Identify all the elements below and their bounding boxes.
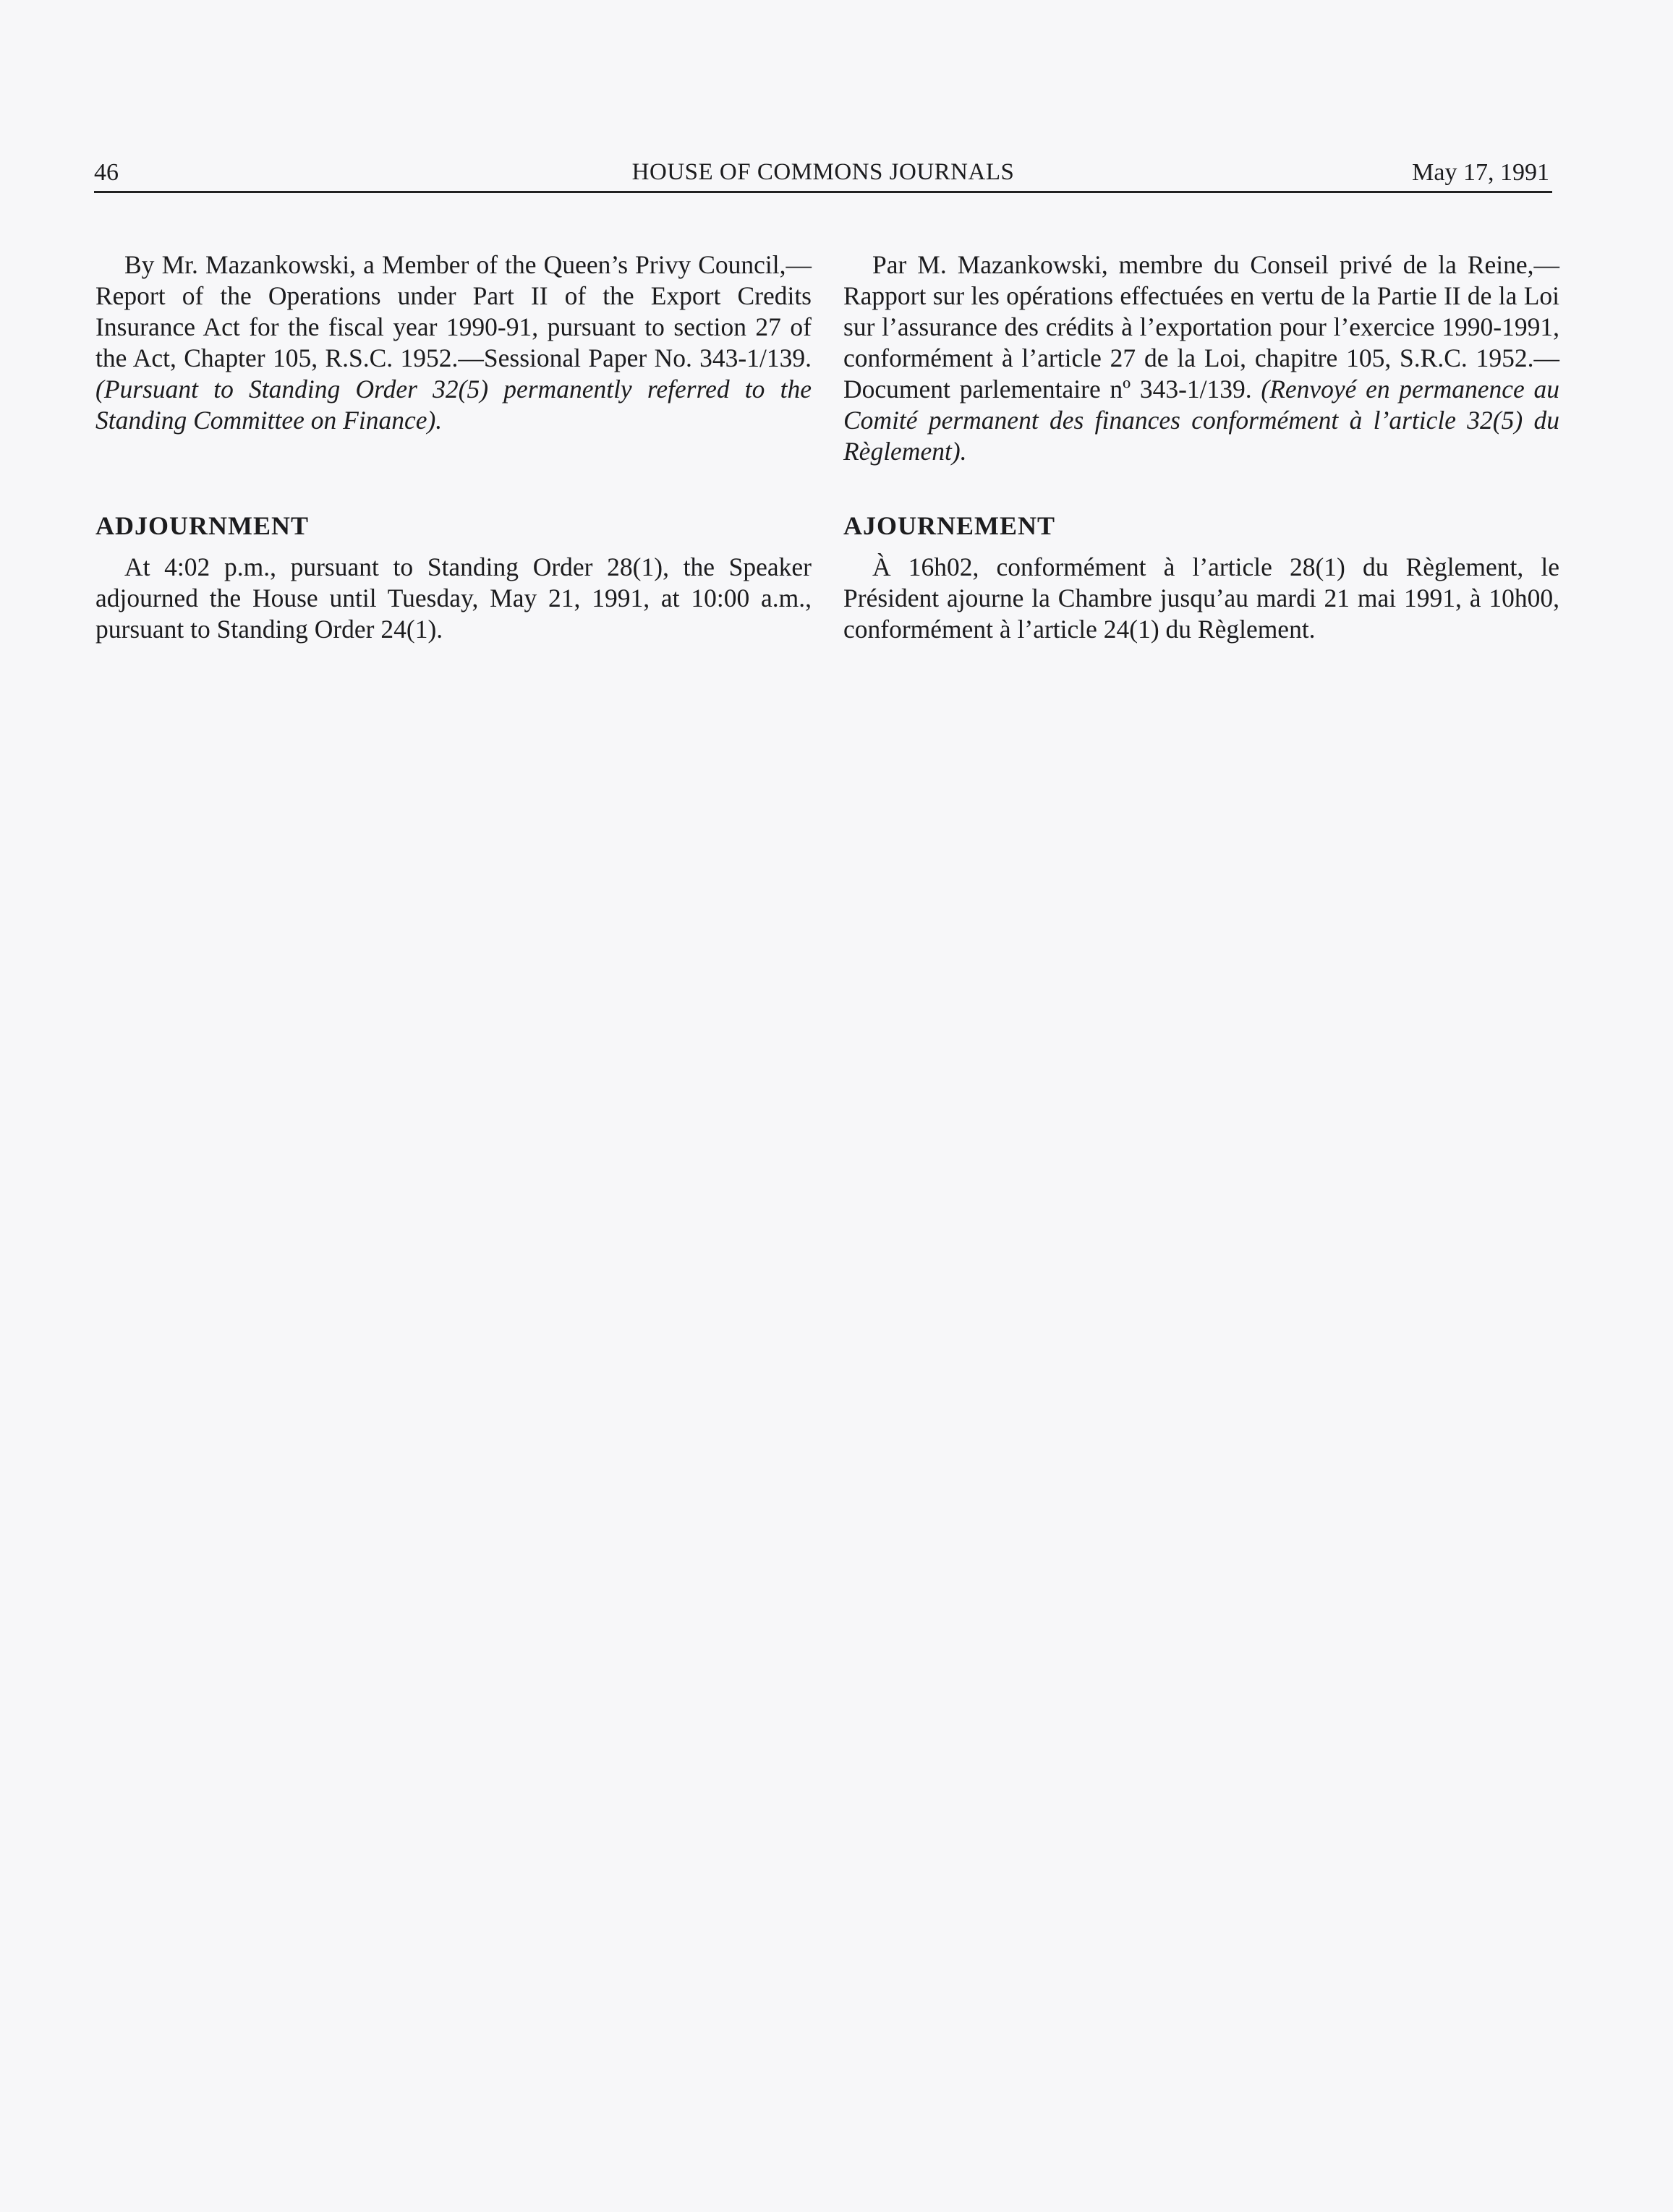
sessional-paper-text-en: By Mr. Mazankowski, a Member of the Queen’s Privy Council,—Report of the Operations under Part II of the Export Credits Insurance Act for the fiscal year 1990-91, pursuant to section 27 of the Act, Chapter 105, R.S.C. 1952.—Sessional Paper No. 343-1/139. [95, 250, 812, 372]
sessional-paper-text-fr: Par M. Mazankowski, membre du Conseil privé de la Reine,—Rapport sur les opérations effectuées en vertu de la Partie II de la Loi sur l’assurance des crédits à l’exportation pour l’exercice 1990-1991, conformément à l’article 27 de la Loi, chapitre 105, S.R.C. 1952.—Document parlementaire nº 343-1/139. [843, 250, 1559, 403]
french-column [843, 249, 1559, 645]
sessional-paper-referral-en: (Pursuant to Standing Order 32(5) permanently referred to the Standing Committee on Finance). [95, 375, 812, 435]
page-date: May 17, 1991 [1412, 159, 1549, 186]
page-header [94, 159, 1552, 193]
sessional-paper-referral-fr: (Renvoyé en permanence au Comité permanent des finances conformément à l’article 32(5) du Règlement). [843, 375, 1559, 466]
adjournment-heading-en: ADJOURNMENT [95, 511, 309, 540]
adjournment-paragraph-fr: À 16h02, conformément à l’article 28(1) du Règlement, le Président ajourne la Chambre jusqu’au mardi 21 mai 1991, à 10h00, conformément à l’article 24(1) du Règlement. [843, 552, 1559, 644]
journal-title: HOUSE OF COMMONS JOURNALS [631, 159, 1015, 185]
adjournment-heading-fr: AJOURNEMENT [843, 511, 1056, 540]
page-number: 46 [94, 159, 119, 186]
sessional-paper-paragraph-en [95, 249, 812, 436]
english-column [95, 249, 812, 645]
adjournment-paragraph-en: At 4:02 p.m., pursuant to Standing Order 28(1), the Speaker adjourned the House until Tuesday, May 21, 1991, at 10:00 a.m., pursuant to Standing Order 24(1). [95, 552, 812, 644]
sessional-paper-paragraph-fr [843, 249, 1559, 467]
